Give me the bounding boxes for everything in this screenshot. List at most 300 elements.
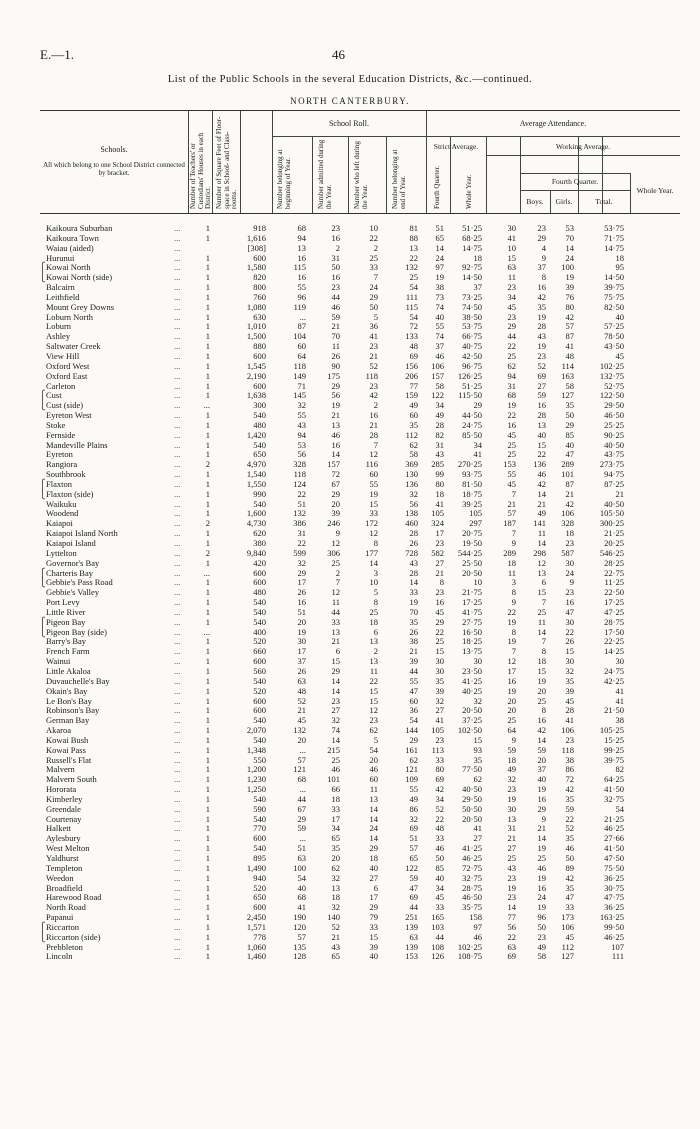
- leader-dots: ...: [174, 823, 181, 834]
- strict-whole-year-cell: 40·25: [462, 685, 482, 696]
- total-cell: 86: [565, 764, 574, 775]
- boys-cell: 55: [507, 469, 516, 480]
- school-name-cell: Le Bon's Bay: [46, 695, 92, 706]
- total-cell: 39: [565, 282, 574, 293]
- roll-beginning-cell: 149: [293, 370, 306, 381]
- roll-end-cell: 22: [409, 252, 418, 263]
- strict-whole-year-cell: 24·75: [462, 419, 482, 430]
- square-feet-cell: 600: [253, 380, 266, 391]
- roll-end-cell: 29: [409, 734, 418, 745]
- working-whole-year-cell: 32·75: [604, 793, 624, 804]
- boys-cell: 20: [507, 695, 516, 706]
- roll-left-cell: 20: [369, 754, 378, 765]
- strict-whole-year-cell: 42·50: [462, 350, 482, 361]
- square-feet-heading: Number of Square Feet of Floor-space in School- and Class-rooms.: [215, 116, 238, 209]
- roll-left-cell: 15: [369, 685, 378, 696]
- houses-cell: 1: [205, 705, 210, 716]
- girls-cell: 4: [541, 242, 546, 253]
- strict-whole-year-cell: 21·75: [462, 587, 482, 598]
- working-whole-year-cell: 47·25: [604, 606, 624, 617]
- roll-admitted-cell: 33: [331, 616, 340, 627]
- school-name-cell: Kowai North (side): [46, 272, 113, 283]
- working-whole-year-cell: 36·25: [604, 872, 624, 883]
- boys-cell: 9: [511, 734, 516, 745]
- school-name-cell: Kaikoura Suburban: [46, 223, 113, 233]
- strict-whole-year-cell: 10: [473, 577, 482, 588]
- leader-dots: ...: [174, 567, 181, 578]
- houses-cell: 1: [205, 498, 210, 509]
- school-name-cell: Loburn: [46, 321, 72, 332]
- total-cell: 35: [565, 882, 574, 893]
- boys-cell: 7: [511, 488, 516, 499]
- total-cell: 30: [565, 557, 574, 568]
- leader-dots: ...: [174, 774, 181, 785]
- strict-fourth-quarter-cell: 108: [431, 941, 444, 952]
- roll-end-cell: 35: [409, 616, 418, 627]
- roll-beginning-cell: 55: [297, 410, 306, 421]
- girls-cell: 69: [537, 370, 546, 381]
- total-cell: 100: [561, 262, 574, 273]
- strict-whole-year-cell: 29: [473, 400, 482, 411]
- leader-dots: ...: [174, 410, 181, 421]
- houses-cell: 1: [205, 410, 210, 421]
- roll-admitted-cell: 44: [331, 606, 340, 617]
- roll-end-cell: 21: [409, 646, 418, 657]
- table-row: [40, 608, 680, 618]
- leader-dots: ...: [174, 764, 181, 775]
- total-cell: 587: [561, 547, 574, 558]
- boys-cell: 44: [507, 331, 516, 342]
- boys-cell: 62: [507, 360, 516, 371]
- boys-cell: 23: [507, 784, 516, 795]
- total-cell: 38: [565, 754, 574, 765]
- roll-beginning-cell: 32: [297, 400, 306, 411]
- strict-fourth-quarter-cell: 27: [435, 705, 444, 716]
- roll-admitted-cell: 17: [331, 813, 340, 824]
- district-bracket: ⎧: [39, 616, 46, 627]
- square-feet-cell: 990: [253, 488, 266, 499]
- roll-beginning-cell: 52: [297, 695, 306, 706]
- roll-beginning-cell: 48: [297, 685, 306, 696]
- strict-fourth-quarter-cell: 35: [435, 675, 444, 686]
- roll-end-cell: 115: [405, 301, 418, 312]
- strict-whole-year-cell: 105: [469, 508, 482, 519]
- table-row: [40, 893, 680, 903]
- roll-left-cell: 2: [373, 400, 378, 411]
- square-feet-cell: 400: [253, 626, 266, 637]
- roll-left-cell: 118: [365, 370, 378, 381]
- table-row: [40, 864, 680, 874]
- working-whole-year-cell: 38: [615, 715, 624, 726]
- working-whole-year-cell: 40·50: [604, 498, 624, 509]
- school-name-cell: Wainui: [46, 656, 71, 667]
- working-whole-year-cell: 21·50: [604, 705, 624, 716]
- table-row: [40, 559, 680, 569]
- roll-admitted-cell: 246: [327, 518, 340, 529]
- strict-whole-year-cell: 68·25: [462, 232, 482, 243]
- table-row: [40, 913, 680, 923]
- school-name-cell: Cust: [46, 390, 62, 401]
- strict-fourth-quarter-cell: 49: [435, 410, 444, 421]
- roll-end-cell: 86: [409, 803, 418, 814]
- strict-fourth-quarter-cell: 50: [435, 853, 444, 863]
- roll-left-cell: 22: [369, 675, 378, 686]
- roll-end-cell: 48: [409, 341, 418, 352]
- boys-cell: 18: [507, 557, 516, 568]
- strict-fourth-quarter-cell: 285: [431, 459, 444, 470]
- roll-admitted-cell: 21: [331, 410, 340, 421]
- roll-end-cell: 60: [409, 695, 418, 706]
- roll-left-cell: 16: [369, 410, 378, 421]
- school-name-cell: Riccarton (side): [46, 931, 101, 942]
- roll-beginning-cell: 37: [297, 656, 306, 667]
- boys-cell: 19: [507, 882, 516, 893]
- leader-dots: ...: [174, 636, 181, 647]
- girls-cell: 40: [537, 774, 546, 785]
- roll-admitted-cell: 14: [331, 449, 340, 460]
- school-name-cell: Malvern South: [46, 774, 97, 785]
- leader-dots: ...: [174, 705, 181, 716]
- strict-fourth-quarter-cell: 44: [435, 931, 444, 942]
- working-whole-year-cell: 52·75: [604, 380, 624, 391]
- total-cell: 23: [565, 538, 574, 548]
- working-whole-year-cell: 40·50: [604, 439, 624, 450]
- girls-cell: 59: [537, 744, 546, 755]
- table-row: [40, 795, 680, 805]
- roll-left-cell: 17: [369, 892, 378, 903]
- total-cell: 9: [569, 577, 574, 588]
- table-row: [40, 322, 680, 332]
- total-cell: 42: [565, 872, 574, 883]
- total-cell: 41: [565, 715, 574, 726]
- girls-cell: 13: [537, 419, 546, 430]
- leader-dots: ...: [174, 872, 181, 883]
- roll-end-cell: 122: [405, 862, 418, 873]
- working-whole-year-cell: 105·50: [599, 508, 624, 519]
- school-name-cell: Harewood Road: [46, 892, 102, 903]
- square-feet-cell: 1,490: [246, 862, 266, 873]
- girls-cell: 23: [537, 350, 546, 361]
- houses-cell: 1: [205, 941, 210, 952]
- total-cell: 23: [565, 734, 574, 745]
- working-whole-year-cell: 47·50: [604, 853, 624, 863]
- roll-left-cell: 10: [369, 577, 378, 588]
- table-row: [40, 273, 680, 283]
- total-cell: 58: [565, 380, 574, 391]
- table-row: [40, 450, 680, 460]
- strict-whole-year-cell: 29·50: [462, 793, 482, 804]
- leader-dots: ...: [174, 528, 181, 539]
- table-row: [40, 244, 680, 254]
- total-cell: 72: [565, 774, 574, 785]
- roll-left-cell: 12: [369, 449, 378, 460]
- roll-beginning-cell: 68: [297, 892, 306, 903]
- total-cell: 50: [565, 853, 574, 863]
- roll-admitted-cell: 29: [331, 665, 340, 676]
- table-row: [40, 746, 680, 756]
- roll-end-cell: 26: [409, 538, 418, 548]
- strict-whole-year-cell: 41·25: [462, 675, 482, 686]
- school-name-cell: Oxford West: [46, 360, 90, 371]
- total-cell: 24: [565, 252, 574, 263]
- leader-dots: ...: [174, 715, 181, 726]
- strict-fourth-quarter-cell: 41: [435, 498, 444, 509]
- leader-dots: ...: [174, 882, 181, 893]
- houses-cell: 1: [205, 774, 210, 785]
- school-name-cell: Weedon: [46, 872, 74, 883]
- leader-dots: ...: [174, 597, 181, 608]
- table-row: [40, 903, 680, 913]
- district-bracket: ⎩: [39, 488, 46, 499]
- total-cell: 57: [565, 321, 574, 332]
- roll-admitted-cell: 2: [335, 242, 340, 253]
- roll-left-cell: 5: [373, 311, 378, 322]
- roll-beginning-cell: 100: [293, 862, 306, 873]
- roll-beginning-cell: ...: [299, 833, 306, 844]
- total-cell: 101: [561, 469, 574, 480]
- strict-whole-year-cell: 37·25: [462, 715, 482, 726]
- strict-fourth-quarter-cell: 22: [435, 813, 444, 824]
- working-whole-year-cell: 17·50: [604, 626, 624, 637]
- roll-end-cell: 70: [409, 606, 418, 617]
- girls-cell: 14: [537, 833, 546, 844]
- working-whole-year-cell: 57·25: [604, 321, 624, 332]
- houses-cell: 1: [205, 508, 210, 519]
- roll-end-cell: 728: [405, 547, 418, 558]
- strict-fourth-quarter-cell: 80: [435, 764, 444, 775]
- total-cell: 42: [565, 784, 574, 795]
- strict-fourth-quarter-cell: 31: [435, 439, 444, 450]
- girls-cell: 8: [541, 705, 546, 716]
- table-row: [40, 421, 680, 431]
- table-row: [40, 923, 680, 933]
- strict-fourth-quarter-cell: 29: [435, 616, 444, 627]
- working-whole-year-cell: 42·25: [604, 675, 624, 686]
- table-row: [40, 637, 680, 647]
- working-whole-year-cell: 46·25: [604, 931, 624, 942]
- roll-admitted-cell: 32: [331, 902, 340, 913]
- total-cell: 32: [565, 665, 574, 676]
- school-name-cell: Loburn North: [46, 311, 93, 322]
- leader-dots: ...: [174, 675, 181, 686]
- school-name-cell: Waikuku: [46, 498, 77, 509]
- total-cell: 15: [565, 646, 574, 657]
- working-whole-year-cell: 18: [615, 252, 624, 263]
- girls-cell: 42: [537, 478, 546, 489]
- strict-fourth-quarter-cell: 33: [435, 902, 444, 913]
- square-feet-cell: 540: [253, 813, 266, 824]
- strict-fourth-quarter-cell: 126: [431, 951, 444, 962]
- strict-whole-year-cell: 93: [473, 744, 482, 755]
- strict-whole-year-cell: 14·75: [462, 242, 482, 253]
- working-whole-year-cell: 21·25: [604, 528, 624, 539]
- roll-beginning-cell: 41: [297, 902, 306, 913]
- school-name-cell: North Road: [46, 902, 86, 913]
- roll-beginning-cell: 32: [297, 557, 306, 568]
- strict-whole-year-cell: 27: [473, 833, 482, 844]
- leader-dots: ...: [174, 341, 181, 352]
- boys-cell: 25: [507, 449, 516, 460]
- school-name-cell: Rangiora: [46, 459, 78, 470]
- roll-beginning-cell: 31: [297, 528, 306, 539]
- strict-fourth-quarter-cell: 17: [435, 528, 444, 539]
- boys-cell: 17: [507, 665, 516, 676]
- strict-fourth-quarter-cell: 165: [431, 912, 444, 923]
- table-row: [40, 805, 680, 815]
- roll-end-cell: 109: [405, 774, 418, 785]
- houses-cell: 1: [205, 223, 210, 233]
- leader-dots: ...: [174, 921, 181, 932]
- district-bracket: ⎧: [39, 390, 46, 401]
- square-feet-cell: 1,460: [246, 951, 266, 962]
- roll-admitted-cell: 44: [331, 291, 340, 302]
- strict-whole-year-cell: 13·75: [462, 646, 482, 657]
- roll-left-cell: 40: [369, 951, 378, 962]
- houses-cell: 1: [205, 469, 210, 480]
- strict-whole-year-cell: 15: [473, 734, 482, 745]
- roll-admitted-cell: 15: [331, 656, 340, 667]
- roll-end-cell: 57: [409, 843, 418, 854]
- square-feet-cell: 650: [253, 449, 266, 460]
- roll-admitted-cell: 11: [331, 341, 340, 352]
- fourth-quarter-group-heading: Fourth Quarter.: [551, 177, 599, 186]
- working-whole-year-cell: 21: [615, 488, 624, 499]
- roll-end-cell: 47: [409, 882, 418, 893]
- table-row: [40, 569, 680, 579]
- strict-fourth-quarter-cell: 30: [435, 665, 444, 676]
- leader-dots: ...: [174, 902, 181, 913]
- working-whole-year-cell: 41: [615, 695, 624, 706]
- table-row: [40, 234, 680, 244]
- roll-beginning-cell: 63: [297, 853, 306, 863]
- boys-cell: 34: [507, 291, 516, 302]
- school-name-cell: Robinson's Bay: [46, 705, 100, 716]
- boys-cell: 14: [507, 902, 516, 913]
- school-name-cell: Pigeon Bay: [46, 616, 86, 627]
- table-row: [40, 539, 680, 549]
- roll-admitted-cell: 18: [331, 793, 340, 804]
- schools-table-body: [40, 224, 680, 962]
- roll-left-cell: 23: [369, 380, 378, 391]
- strict-whole-year-cell: 27·75: [462, 616, 482, 627]
- strict-fourth-quarter-cell: 25: [435, 636, 444, 647]
- roll-admitted-cell: 215: [327, 744, 340, 755]
- houses-cell: 1: [205, 380, 210, 391]
- roll-end-cell: 206: [405, 370, 418, 381]
- boys-cell: 23: [507, 872, 516, 883]
- leader-dots: ...: [174, 291, 181, 302]
- leader-dots: ...: [174, 941, 181, 952]
- girls-cell: 6: [541, 577, 546, 588]
- roll-beginning-cell: 44: [297, 793, 306, 804]
- total-cell: 39: [565, 685, 574, 696]
- school-name-cell: Southbrook: [46, 469, 86, 480]
- houses-cell: 1: [205, 685, 210, 696]
- square-feet-cell: 600: [253, 577, 266, 588]
- square-feet-cell: 4,970: [246, 459, 266, 470]
- roll-left-cell: 8: [373, 597, 378, 608]
- school-name-cell: Little River: [46, 606, 86, 617]
- roll-admitted-cell: 23: [331, 223, 340, 233]
- total-cell: 76: [565, 291, 574, 302]
- strict-whole-year-cell: 25·50: [462, 557, 482, 568]
- roll-end-cell: 369: [405, 459, 418, 470]
- total-cell: 21: [565, 488, 574, 499]
- strict-whole-year-cell: 92·75: [462, 262, 482, 273]
- total-cell: 289: [561, 459, 574, 470]
- strict-whole-year-cell: 93·75: [462, 469, 482, 480]
- roll-left-cell: 2: [373, 646, 378, 657]
- strict-whole-year-cell: 34: [473, 439, 482, 450]
- roll-admitted-cell: 70: [331, 331, 340, 342]
- strict-fourth-quarter-cell: 18: [435, 488, 444, 499]
- table-row: [40, 293, 680, 303]
- total-cell: 42: [565, 498, 574, 509]
- girls-cell: 8: [541, 646, 546, 657]
- table-row: [40, 263, 680, 273]
- boys-cell: 23: [507, 282, 516, 293]
- leader-dots: ...: [174, 931, 181, 942]
- roll-left-cell: 13: [369, 793, 378, 804]
- roll-end-cell: 153: [405, 951, 418, 962]
- working-whole-year-cell: 14·75: [604, 242, 624, 253]
- page-number: 46: [332, 47, 345, 62]
- houses-cell: 1: [205, 823, 210, 834]
- girls-cell: 43: [537, 331, 546, 342]
- strict-whole-year-cell: 16·50: [462, 626, 482, 637]
- boys-cell: 22: [507, 931, 516, 942]
- strict-fourth-quarter-cell: 34: [435, 793, 444, 804]
- leader-dots: ...: [174, 744, 181, 755]
- leader-dots: ...: [174, 419, 181, 430]
- girls-cell: 46: [537, 862, 546, 873]
- school-name-cell: Kaikoura Town: [46, 232, 99, 243]
- roll-end-cell: 144: [405, 725, 418, 736]
- table-row: [40, 500, 680, 510]
- roll-admitted-cell: 32: [331, 872, 340, 883]
- roll-end-cell: 130: [405, 469, 418, 480]
- roll-admitted-cell: 18: [331, 892, 340, 903]
- houses-cell: 2: [205, 547, 210, 558]
- boys-cell: 9: [511, 538, 516, 548]
- roll-admitted-cell: 19: [331, 400, 340, 411]
- girls-cell: 9: [541, 813, 546, 824]
- roll-admitted-cell: 13: [331, 882, 340, 893]
- boys-cell: 45: [507, 478, 516, 489]
- strict-whole-year-cell: 126·25: [457, 370, 482, 381]
- strict-whole-year-cell: 81·50: [462, 478, 482, 489]
- boys-cell: 13: [507, 813, 516, 824]
- total-cell: 22: [565, 813, 574, 824]
- boys-cell: 15: [507, 252, 516, 263]
- square-feet-cell: 918: [253, 223, 266, 233]
- roll-end-cell: 139: [405, 921, 418, 932]
- strict-whole-year-cell: 158: [469, 912, 482, 923]
- roll-beginning-cell: 118: [293, 469, 306, 480]
- girls-cell: 46: [537, 469, 546, 480]
- school-name-cell: Kaiapoi: [46, 518, 73, 529]
- leader-dots: ...: [174, 272, 181, 283]
- square-feet-cell: 880: [253, 341, 266, 352]
- school-name-cell: French Farm: [46, 646, 90, 657]
- leader-dots: ...: [174, 390, 181, 401]
- working-whole-year-cell: 22·75: [604, 567, 624, 578]
- strict-fourth-quarter-cell: 21: [435, 567, 444, 578]
- roll-beginning-cell: 328: [293, 459, 306, 470]
- square-feet-cell: 9,840: [246, 547, 266, 558]
- roll-end-cell: 121: [405, 764, 418, 775]
- strict-fourth-quarter-cell: 113: [431, 744, 444, 755]
